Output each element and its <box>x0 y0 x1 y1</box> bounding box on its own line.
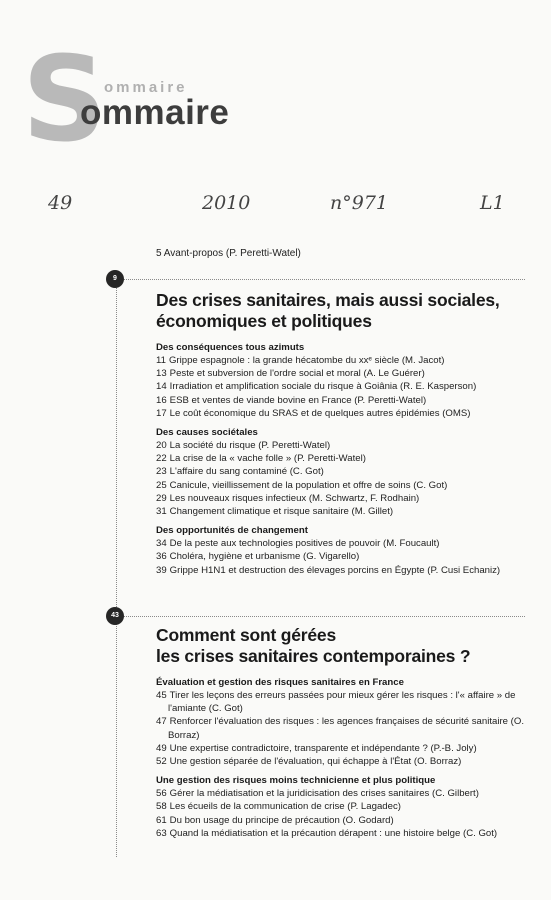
section-1 <box>156 290 541 577</box>
toc-entry[interactable]: 36 Choléra, hygiène et urbanisme (G. Vigarello) <box>156 551 360 563</box>
toc-entry[interactable]: 52 Une gestion séparée de l'évaluation, qui échappe à l'État (O. Borraz) <box>156 756 462 768</box>
toc-entry[interactable]: 56 Gérer la médiatisation et la juridicisation des crises sanitaires (C. Gilbert) <box>156 788 479 800</box>
logo-small-text: ommaire <box>104 79 188 96</box>
handwritten-issue-number: n°971 <box>330 192 389 214</box>
group-heading: Des causes sociétales <box>156 427 258 439</box>
avant-propos-page: 5 <box>156 248 162 259</box>
logo-letter-s: S <box>22 30 107 168</box>
toc-entry[interactable]: 14 Irradiation et amplification sociale du risque à Goiânia (R. E. Kasperson) <box>156 381 477 393</box>
toc-entry[interactable]: 20 La société du risque (P. Peretti-Watel) <box>156 440 331 452</box>
avant-propos-entry[interactable] <box>156 248 301 259</box>
toc-entry[interactable]: 34 De la peste aux technologies positives de pouvoir (M. Foucault) <box>156 538 440 550</box>
toc-entry[interactable]: 22 La crise de la « vache folle » (P. Peretti-Watel) <box>156 453 366 465</box>
toc-entry[interactable]: 29 Les nouveaux risques infectieux (M. Schwartz, F. Rodhain) <box>156 492 420 504</box>
toc-entry[interactable]: 31 Changement climatique et risque sanitaire (M. Gillet) <box>156 506 394 518</box>
group-heading: Des opportunités de changement <box>156 525 308 537</box>
group-heading: Une gestion des risques moins technicienne et plus politique <box>156 775 436 787</box>
section-1-title: Des crises sanitaires, mais aussi sociales, économiques et politiques <box>156 290 500 331</box>
group-heading: Évaluation et gestion des risques sanitaires en France <box>156 677 404 688</box>
toc-entry[interactable]: 16 ESB et ventes de viande bovine en France (P. Peretti-Watel) <box>156 394 427 406</box>
toc-entry[interactable]: 23 L'affaire du sang contaminé (C. Got) <box>156 466 324 478</box>
toc-entry[interactable]: 45 Tirer les leçons des erreurs passées pour mieux gérer les risques : l'« affaire » de l'amiante (C. Got) <box>156 690 516 715</box>
handwritten-year: 2010 <box>202 192 251 214</box>
toc-entry[interactable]: 13 Peste et subversion de l'ordre social et moral (A. Le Guérer) <box>156 368 425 380</box>
toc-entry[interactable]: 47 Renforcer l'évaluation des risques : les agences françaises de sécurité sanitaire (O. Borraz) <box>156 716 524 741</box>
section-2-title: Comment sont gérées les crises sanitaires contemporaines ? <box>156 625 471 666</box>
vertical-divider <box>116 275 117 857</box>
toc-entry[interactable]: 61 Du bon usage du principe de précaution (O. Godard) <box>156 814 394 826</box>
toc-entry[interactable]: 49 Une expertise contradictoire, transparente et indépendante ? (P.-B. Joly) <box>156 742 477 754</box>
section-divider-2 <box>118 616 525 617</box>
handwritten-note-4: L1 <box>480 192 505 214</box>
section-2-page-badge: 43 <box>106 607 124 625</box>
group-heading: Des conséquences tous azimuts <box>156 342 305 353</box>
logo-big-text: ommaire <box>80 93 230 132</box>
section-2 <box>156 625 541 840</box>
handwritten-note-1: 49 <box>48 192 73 214</box>
avant-propos-text: Avant-propos (P. Peretti-Watel) <box>163 248 301 259</box>
toc-entry[interactable]: 11 Grippe espagnole : la grande hécatombe du xxᵉ siècle (M. Jacot) <box>156 355 445 366</box>
toc-entry[interactable]: 25 Canicule, vieillissement de la population et offre de soins (C. Got) <box>156 479 448 491</box>
section-divider-1 <box>118 279 525 280</box>
toc-entry[interactable]: 17 Le coût économique du SRAS et de quelques autres épidémies (OMS) <box>156 407 471 419</box>
toc-entry[interactable]: 39 Grippe H1N1 et destruction des élevages porcins en Égypte (P. Cusi Echaniz) <box>156 564 501 576</box>
section-1-page-badge: 9 <box>106 270 124 288</box>
toc-entry[interactable]: 63 Quand la médiatisation et la précaution dérapent : une histoire belge (C. Got) <box>156 827 498 839</box>
toc-entry[interactable]: 58 Les écueils de la communication de crise (P. Lagadec) <box>156 801 401 813</box>
